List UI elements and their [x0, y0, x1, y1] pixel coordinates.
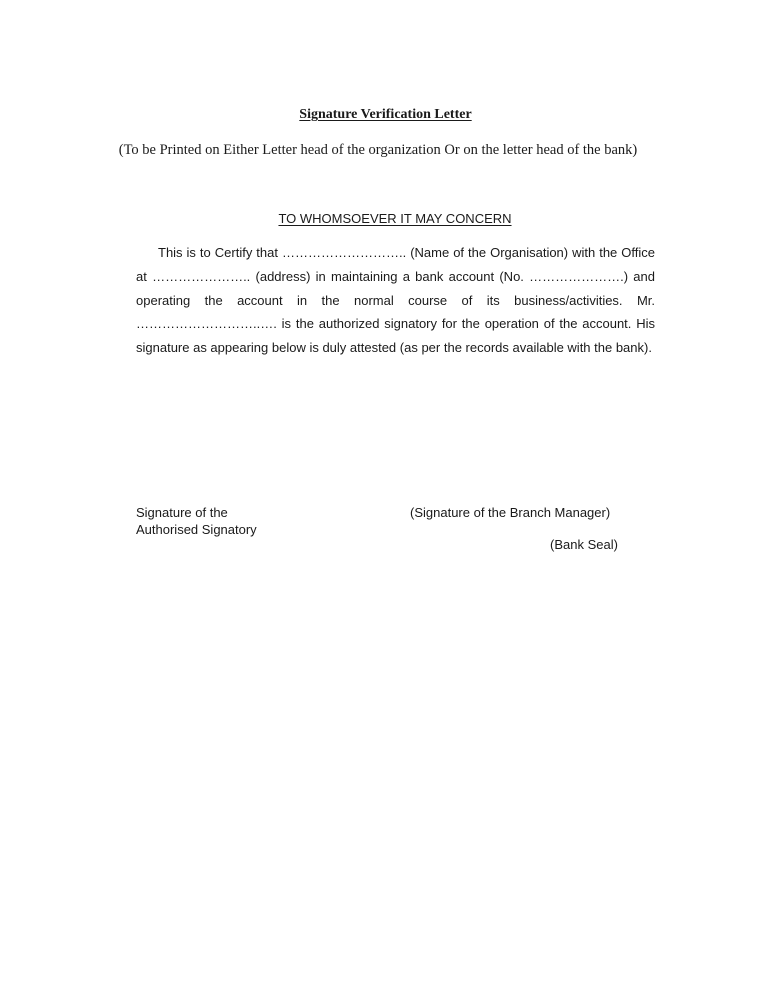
salutation-heading: TO WHOMSOEVER IT MAY CONCERN	[278, 211, 512, 226]
signatory-label-line1: Signature of the	[136, 505, 228, 520]
certification-paragraph: This is to Certify that ……………………….. (Name of the Organisation) with the Office at ………………….. (address) in maintaining a bank account (No. ………………….) and operating the account in the normal course of its business/activities. Mr. ………………………..…. is the authorized signatory for the operation of the account. His signature as appearing below is duly attested (as per the records available with the bank).	[136, 245, 655, 356]
letter-subtitle: (To be Printed on Either Letter head of the organization Or on the letter head of the bank)	[118, 142, 638, 158]
letter-title: Signature Verification Letter	[299, 107, 472, 122]
signatory-label-line2: Authorised Signatory	[136, 521, 257, 537]
branch-manager-signature-label: (Signature of the Branch Manager)	[410, 505, 611, 520]
bank-seal-label: (Bank Seal)	[550, 537, 618, 552]
authorised-signatory-block	[136, 505, 257, 538]
